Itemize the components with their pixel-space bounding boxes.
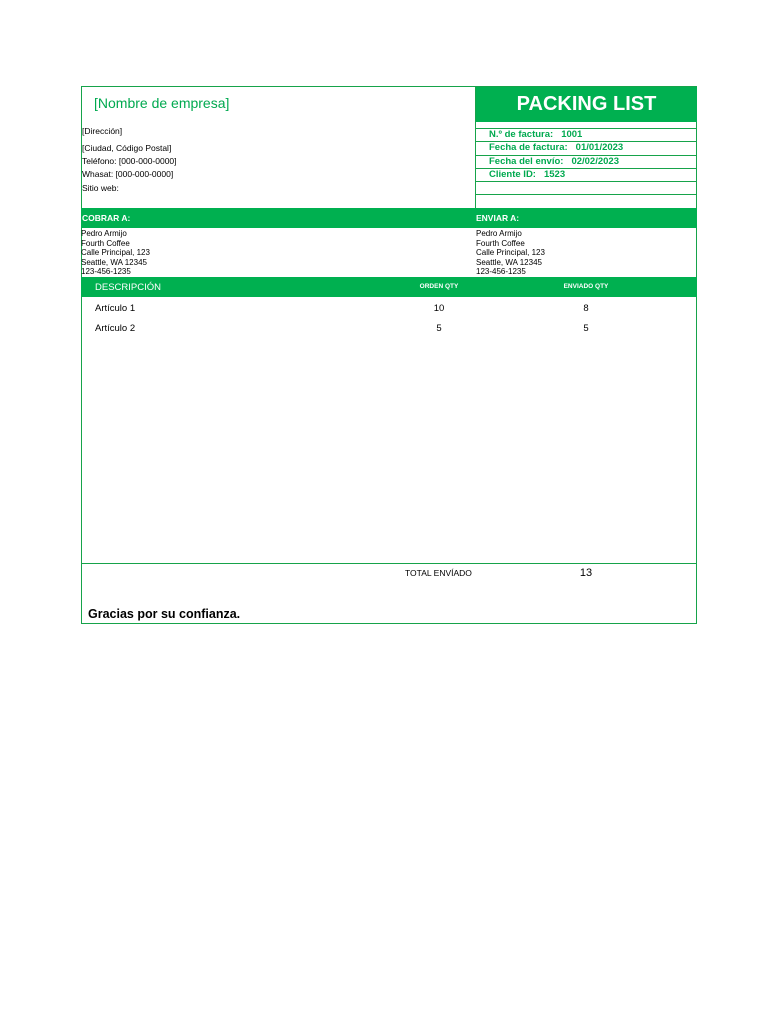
ship-to-line: Fourth Coffee [476,238,525,248]
company-website: Sitio web: [82,183,119,193]
row-1-ordered: 10 [433,303,445,314]
client-id-row [476,168,697,181]
ship-to-line: Calle Principal, 123 [476,248,545,258]
ship-to-line: Pedro Armijo [476,229,522,238]
row-2-shipped: 5 [583,323,589,334]
thank-you-message: Gracias por su confianza. [88,607,241,621]
ship-to-address [476,229,545,277]
ship-date-row [476,155,697,168]
invoice-date-label: Fecha de factura: [489,142,568,153]
column-header-description: DESCRIPCIÓN [95,282,161,293]
ship-date-label: Fecha del envío: [489,156,564,167]
row-1-description: Artículo 1 [95,303,136,314]
company-name: [Nombre de empresa] [94,95,230,111]
document-title: PACKING LIST [476,87,697,122]
bill-to-line: Pedro Armijo [81,229,127,238]
client-id-value: 1523 [543,169,566,180]
company-address: [Dirección] [82,126,123,136]
bill-to-label: COBRAR A: [82,213,131,223]
invoice-number-value: 1001 [561,129,583,140]
company-phone: Teléfono: [000-000-0000] [82,156,177,166]
column-header-shipped: ENVIADO QTY [563,283,609,290]
company-city: [Ciudad, Código Postal] [82,143,172,153]
bill-to-address [81,229,150,277]
row-2-ordered: 5 [436,323,442,334]
info-empty-row-1 [476,181,697,194]
address-band [81,208,697,228]
total-label: TOTAL ENVÍADO [405,568,472,578]
client-id-label: Cliente ID: [489,169,536,180]
ship-to-line: 123-456-1235 [476,267,526,277]
row-2-description: Artículo 2 [95,323,136,334]
invoice-number-label: N.º de factura: [489,129,554,140]
bill-to-line: Seattle, WA 12345 [81,257,147,267]
bill-to-line: Fourth Coffee [81,238,130,248]
invoice-date-value: 01/01/2023 [575,142,624,153]
info-empty-row-2 [476,194,697,207]
invoice-date-row [476,141,697,154]
ship-date-value: 02/02/2023 [571,156,619,167]
total-value: 13 [579,567,593,579]
invoice-number-row [476,128,697,141]
ship-to-label: ENVIAR A: [476,213,520,223]
company-whatsapp: Whasat: [000-000-0000] [82,169,174,179]
total-divider [81,563,697,564]
row-1-shipped: 8 [583,303,589,314]
column-header-ordered: ORDEN QTY [419,283,459,290]
bill-to-line: 123-456-1235 [81,267,131,277]
bill-to-line: Calle Principal, 123 [81,248,150,258]
ship-to-line: Seattle, WA 12345 [476,257,542,267]
